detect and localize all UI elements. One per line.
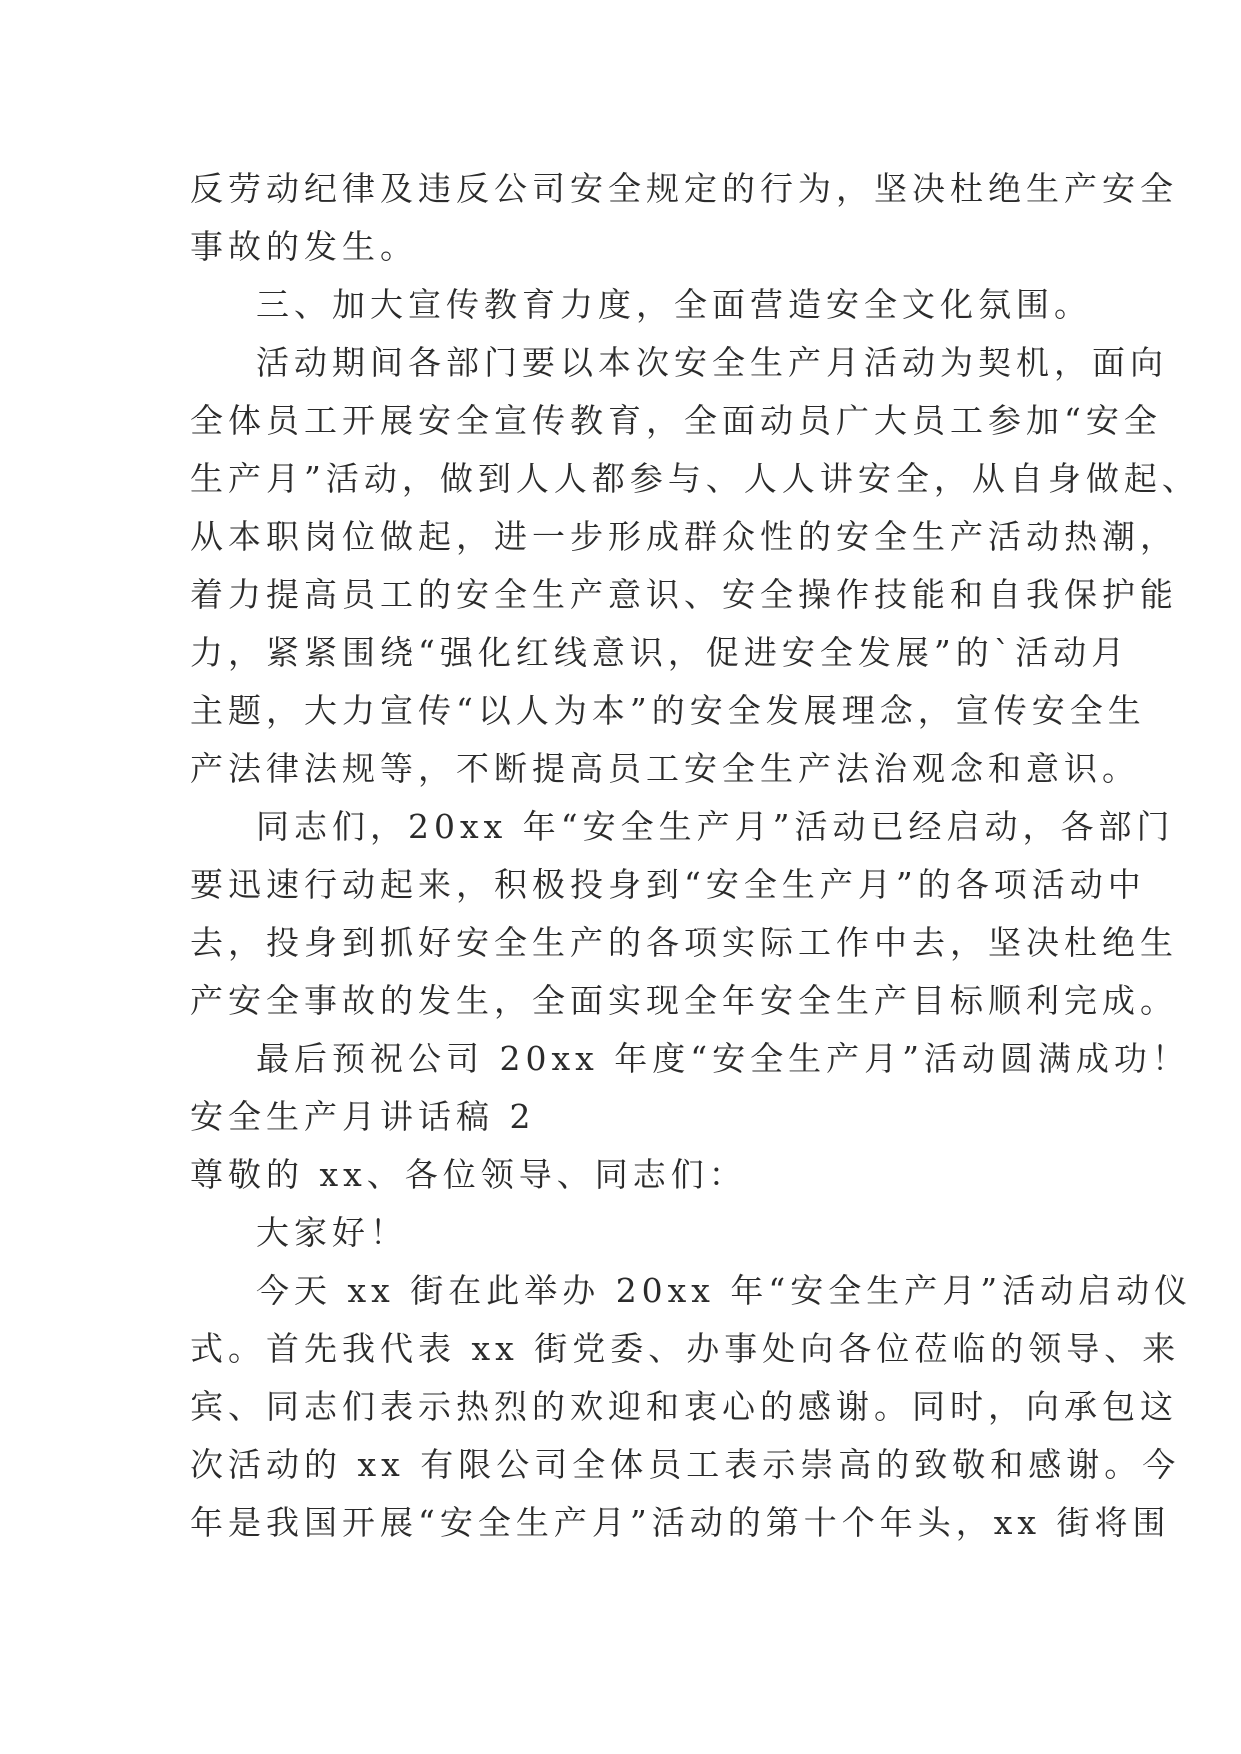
text-line: 着力提高员工的安全生产意识、安全操作技能和自我保护能 xyxy=(190,575,1178,614)
text-line: 生产月”活动，做到人人都参与、人人讲安全，从自身做起、 xyxy=(190,459,1200,498)
text-line: 最后预祝公司 20xx 年度“安全生产月”活动圆满成功！ xyxy=(256,1039,1190,1078)
document-page xyxy=(190,160,1200,1552)
text-line: 反劳动纪律及违反公司安全规定的行为，坚决杜绝生产安全 xyxy=(190,169,1178,208)
text-line: 去，投身到抓好安全生产的各项实际工作中去，坚决杜绝生 xyxy=(190,923,1178,962)
text-line: 式。首先我代表 xx 街党委、办事处向各位莅临的领导、来 xyxy=(190,1329,1181,1368)
text-line: 产安全事故的发生，全面实现全年安全生产目标顺利完成。 xyxy=(190,981,1178,1020)
text-line: 今天 xx 街在此举办 20xx 年“安全生产月”活动启动仪 xyxy=(256,1271,1193,1310)
text-line: 要迅速行动起来，积极投身到“安全生产月”的各项活动中 xyxy=(190,865,1146,904)
text-line: 产法律法规等，不断提高员工安全生产法治观念和意识。 xyxy=(190,749,1140,788)
text-line: 活动期间各部门要以本次安全生产月活动为契机，面向 xyxy=(256,343,1168,382)
text-line: 力，紧紧围绕“强化红线意识，促进安全发展”的`活动月 xyxy=(190,633,1130,672)
text-line: 宾、同志们表示热烈的欢迎和衷心的感谢。同时，向承包这 xyxy=(190,1387,1178,1426)
section-heading: 三、加大宣传教育力度，全面营造安全文化氛围。 xyxy=(256,285,1092,324)
text-line: 主题，大力宣传“以人为本”的安全发展理念，宣传安全生 xyxy=(190,691,1146,730)
text-line: 从本职岗位做起，进一步形成群众性的安全生产活动热潮， xyxy=(190,517,1178,556)
text-line: 同志们，20xx 年“安全生产月”活动已经启动，各部门 xyxy=(256,807,1175,846)
document-title: 安全生产月讲话稿 2 xyxy=(190,1097,536,1136)
greeting: 大家好！ xyxy=(256,1213,408,1252)
salutation: 尊敬的 xx、各位领导、同志们： xyxy=(190,1155,747,1194)
text-line: 事故的发生。 xyxy=(190,227,418,266)
text-line: 全体员工开展安全宣传教育，全面动员广大员工参加“安全 xyxy=(190,401,1162,440)
text-line: 年是我国开展“安全生产月”活动的第十个年头，xx 街将围 xyxy=(190,1503,1171,1542)
text-line: 次活动的 xx 有限公司全体员工表示崇高的致敬和感谢。今 xyxy=(190,1445,1181,1484)
